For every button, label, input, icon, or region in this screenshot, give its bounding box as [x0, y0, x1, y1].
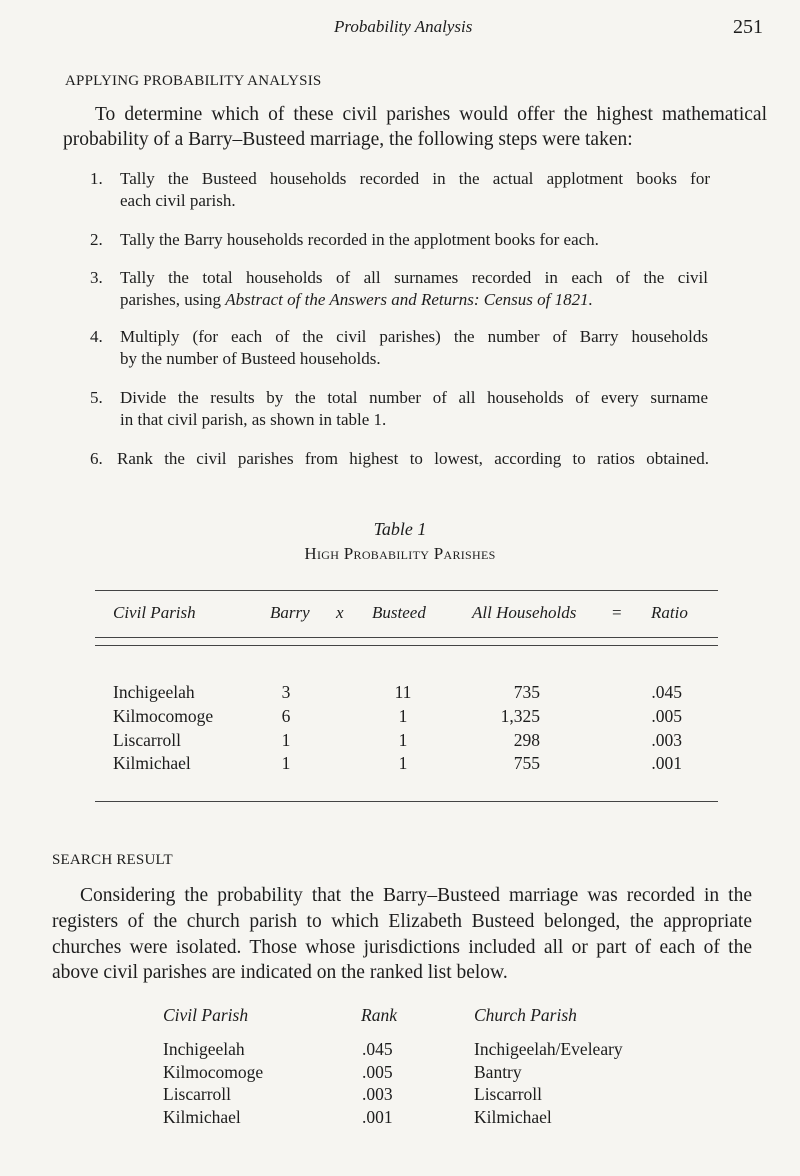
step-text: Multiply (for each of the civil parishes) the number of Barry households — [120, 327, 708, 346]
paragraph-line: Considering the probability that the Barry–Busteed marriage was recorded in the — [80, 885, 752, 906]
cell-households: 735 — [513, 682, 540, 702]
header-church-parish: Church Parish — [474, 1005, 577, 1025]
list-parish: Liscarroll — [163, 1084, 232, 1104]
table-header-rule — [95, 645, 718, 646]
table-bottom-rule — [95, 801, 718, 802]
cell-households: 1,325 — [500, 706, 540, 726]
section-heading-search-result: SEARCH RESULT — [52, 852, 173, 868]
cell-barry: 3 — [281, 682, 291, 702]
header-equals: = — [612, 603, 622, 622]
census-citation: Abstract of the Answers and Returns: Census of 1821. — [225, 290, 593, 309]
list-rank: .005 — [362, 1062, 393, 1082]
header-times: x — [336, 603, 344, 622]
paragraph-line: registers of the church parish to which Elizabeth Busteed belonged, the appropriate — [52, 911, 752, 932]
step-text: Rank the civil parishes from highest to lowest, according to ratios obtained. — [117, 449, 709, 468]
cell-busteed: 11 — [394, 682, 412, 702]
header-all-households: All Households — [472, 603, 577, 622]
header-civil-parish: Civil Parish — [113, 603, 196, 622]
list-church: Bantry — [474, 1062, 522, 1082]
cell-barry: 1 — [281, 753, 291, 773]
cell-ratio: .005 — [651, 706, 682, 726]
step-number: 3. — [90, 268, 103, 287]
cell-busteed: 1 — [398, 706, 408, 726]
list-parish: Kilmichael — [163, 1107, 241, 1127]
step-number: 2. — [90, 230, 103, 249]
step-number: 6. — [90, 449, 103, 468]
table-label: Table 1 — [373, 519, 427, 539]
step-text: Tally the total households of all surnames recorded in each of the civil — [120, 268, 708, 287]
list-parish: Kilmocomoge — [163, 1062, 264, 1082]
list-church: Inchigeelah/Eveleary — [474, 1039, 623, 1059]
header-barry: Barry — [270, 603, 310, 622]
cell-busteed: 1 — [398, 753, 408, 773]
cell-ratio: .045 — [651, 682, 682, 702]
cell-ratio: .001 — [651, 753, 682, 773]
table-header-rule — [95, 637, 718, 638]
paragraph-line: churches were isolated. Those whose jurisdictions included all or part of each of the — [52, 937, 752, 958]
step-text: Divide the results by the total number of all households of every surname — [120, 388, 708, 407]
table-top-rule — [95, 590, 718, 591]
paragraph-line: probability of a Barry–Busteed marriage, the following steps were taken: — [63, 129, 633, 150]
header-rank: Rank — [361, 1005, 397, 1025]
cell-barry: 1 — [281, 730, 291, 750]
list-church: Kilmichael — [474, 1107, 552, 1127]
step-number: 4. — [90, 327, 103, 346]
step-text: Tally the Busteed households recorded in the actual applotment books for — [120, 169, 710, 188]
cell-parish: Inchigeelah — [113, 682, 195, 702]
header-ratio: Ratio — [651, 603, 688, 622]
header-civil-parish: Civil Parish — [163, 1005, 249, 1025]
table-title: High Probability Parishes — [304, 544, 496, 563]
step-text: Tally the Barry households recorded in the applotment books for each. — [120, 230, 599, 249]
step-text: each civil parish. — [120, 191, 236, 210]
paragraph-line: above civil parishes are indicated on the ranked list below. — [52, 962, 508, 983]
cell-parish: Kilmichael — [113, 753, 191, 773]
step-text: by the number of Busteed households. — [120, 349, 381, 368]
list-church: Liscarroll — [474, 1084, 543, 1104]
cell-parish: Liscarroll — [113, 730, 182, 750]
step-text: in that civil parish, as shown in table 1. — [120, 410, 387, 429]
paragraph-line: To determine which of these civil parishes would offer the highest mathematical — [95, 104, 767, 125]
list-rank: .001 — [362, 1107, 393, 1127]
list-rank: .003 — [362, 1084, 393, 1104]
cell-parish: Kilmocomoge — [113, 706, 214, 726]
running-title: Probability Analysis — [334, 17, 473, 36]
header-busteed: Busteed — [372, 603, 426, 622]
section-heading-applying: APPLYING PROBABILITY ANALYSIS — [65, 73, 322, 89]
cell-barry: 6 — [281, 706, 291, 726]
step-text-part: parishes, using — [120, 290, 226, 309]
list-parish: Inchigeelah — [163, 1039, 245, 1059]
step-number: 5. — [90, 388, 103, 407]
step-text — [120, 290, 593, 310]
page-number: 251 — [733, 16, 763, 38]
cell-households: 298 — [513, 730, 540, 750]
step-number: 1. — [90, 169, 103, 188]
list-rank: .045 — [362, 1039, 393, 1059]
cell-busteed: 1 — [398, 730, 408, 750]
cell-ratio: .003 — [651, 730, 682, 750]
cell-households: 755 — [513, 753, 540, 773]
